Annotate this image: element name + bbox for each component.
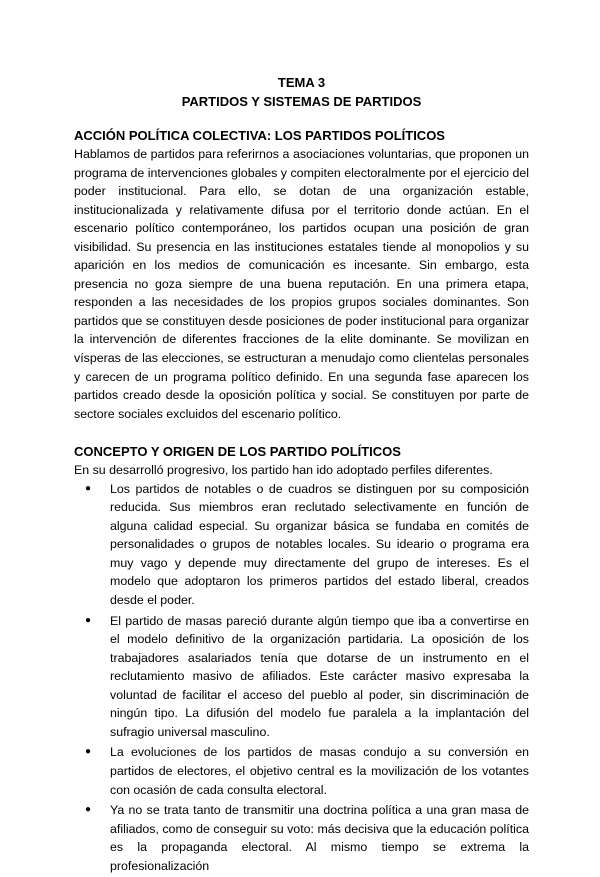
list-item-mass-party: ● El partido de masas pareció durante algún tiempo que iba a convertirse en el modelo definitivo de la organización partidaria. La oposición de los trabajadores asalariados tenía que dotarse de un instrumento en el reclutamiento masivo de afiliados. Este carácter masivo expresaba la voluntad de facilitar el acceso del pueblo al poder, sin discriminación de ningún tipo. La difusión del modelo fue paralela a la implantación del sufragio universal masculino. (110, 612, 529, 742)
party-types-list (74, 480, 529, 875)
section-paragraph-collective-action: Hablamos de partidos para referirnos a asociaciones voluntarias, que proponen un programa de intervenciones globales y compiten electoralmente por el ejercicio del poder institucional. Para ello, se dotan de una organización estable, institucionalizada y relativamente difusa por el territorio donde actúan. En el escenario político contemporáneo, los partidos ocupan una posición de gran visibilidad. Su presencia en las instituciones estatales tiende al monopolios y su aparición en los medios de comunicación es incesante. Sin embargo, esta presencia no goza siempre de una buena reputación. En una primera etapa, responden a las necesidades de los propios grupos sociales dominantes. Son partidos que se constituyen desde posiciones de poder institucional para organizar la intervención de diferentes fracciones de la elite dominante. Se movilizan en vísperas de las elecciones, se estructuran a menudajo como clientelas personales y carecen de un programa político definido. En una segunda fase aparecen los partidos creado desde la oposición política y social. Se constituyen por parte de sectore sociales excluidos del escenario político. (74, 147, 529, 421)
topic-number: TEMA 3 (277, 75, 326, 90)
list-item-electoral-party: ● La evoluciones de los partidos de masas condujo a su conversión en partidos de electores, el objetivo central es la movilización de los votantes con ocasión de cada consulta electoral. (110, 743, 529, 799)
list-item-notables: ● Los partidos de notables o de cuadros se distinguen por su composición reducida. Sus miembros eran reclutado selectivamente en función de alguna calidad especial. Su organizar básica se fundaba en comités de personalidades o grupos de notables locales. Su ideario o programa era muy vago y depende muy directamente del grupo de intereses. Es el modelo que adoptaron los primeros partidos del estado liberal, creados desde el poder. (110, 480, 529, 610)
document-content (74, 73, 529, 877)
document-title: PARTIDOS Y SISTEMAS DE PARTIDOS (181, 94, 422, 109)
list-item-vote-focus: ● Ya no se trata tanto de transmitir una doctrina política a una gran masa de afiliados, como de conseguir su voto: más decisiva que la educación política es la propaganda electoral. Al mismo tiempo se extrema la profesionalización (110, 801, 529, 875)
section-heading-concept-origin: CONCEPTO Y ORIGEN DE LOS PARTIDO POLÍTICOS (74, 444, 401, 460)
section-heading-collective-action: ACCIÓN POLÍTICA COLECTIVA: LOS PARTIDOS POLÍTICOS (74, 128, 445, 143)
section-intro-concept-origin: En su desarrolló progresivo, los partido han ido adoptado perfiles diferentes. (74, 463, 493, 478)
